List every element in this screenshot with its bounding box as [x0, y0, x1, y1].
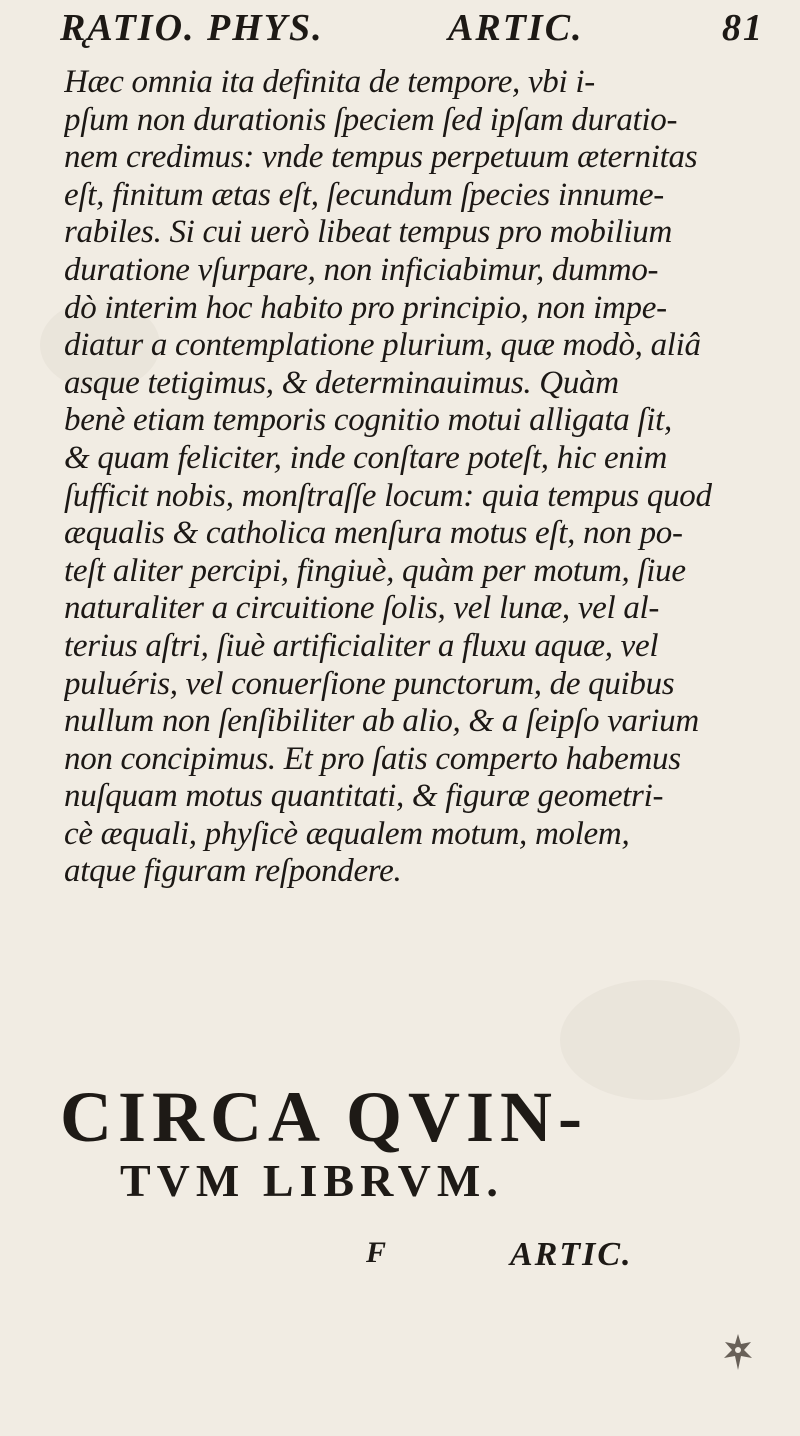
running-head-title: R̨ATIO. PHYS. — [60, 7, 324, 49]
text-line: non concipimus. Et pro ſatis comperto habemus — [64, 740, 681, 777]
signature-mark: F — [366, 1236, 387, 1269]
text-line: æqualis & catholica menſura motus eſt, non po- — [64, 515, 683, 552]
section-heading: CIRCA QVIN- — [60, 1077, 589, 1157]
text-line: pſum non durationis ſpeciem ſed ipſam duratio- — [64, 101, 678, 138]
text-line: nullum non ſenſibiliter ab alio, & a ſeipſo varium — [64, 703, 699, 740]
text-line: duratione vſurpare, non inficiabimur, dummo- — [64, 251, 659, 288]
text-line: eſt, finitum ætas eſt, ſecundum ſpecies innume- — [64, 176, 664, 213]
text-line: dò interim hoc habito pro principio, non impe- — [64, 289, 667, 326]
text-line: cè æquali, phyſicè æqualem motum, molem, — [64, 815, 630, 852]
text-line: nem credimus: vnde tempus perpetuum æternitas — [64, 139, 698, 176]
text-line: teſt aliter percipi, fingiuè, quàm per motum, ſiue — [64, 552, 686, 589]
text-line: puluéris, vel conuerſione punctorum, de quibus — [64, 665, 675, 702]
printer-ornament-icon — [718, 1330, 758, 1374]
catchword: ARTIC. — [510, 1236, 633, 1273]
text-line: naturaliter a circuitione ſolis, vel lunæ, vel al- — [64, 590, 660, 627]
text-line: ſufficit nobis, monſtraſſe locum: quia tempus quod — [64, 477, 712, 514]
text-line: atque figuram reſpondere. — [64, 853, 402, 890]
text-line: & quam feliciter, inde conſtare poteſt, hic enim — [64, 439, 667, 476]
body-paragraph — [64, 64, 764, 891]
text-line: rabiles. Si cui uerò libeat tempus pro mobilium — [64, 214, 672, 251]
text-line: terius aſtri, ſiuè artificialiter a fluxu aquæ, vel — [64, 627, 659, 664]
text-line: nuſquam motus quantitati, & figuræ geometri- — [64, 778, 664, 815]
text-line: benè etiam temporis cognitio motui alligata ſit, — [64, 402, 672, 439]
section-subheading: TVM LIBRVM. — [120, 1155, 504, 1206]
running-head-article: ARTIC. — [448, 7, 584, 49]
running-head — [60, 6, 790, 62]
text-line: asque tetigimus, & determinauimus. Quàm — [64, 364, 619, 401]
page-number: 81 — [722, 7, 764, 49]
text-line: Hæc omnia ita definita de tempore, vbi i- — [64, 64, 595, 100]
text-line: diatur a contemplatione plurium, quæ modò, aliâ — [64, 327, 701, 364]
